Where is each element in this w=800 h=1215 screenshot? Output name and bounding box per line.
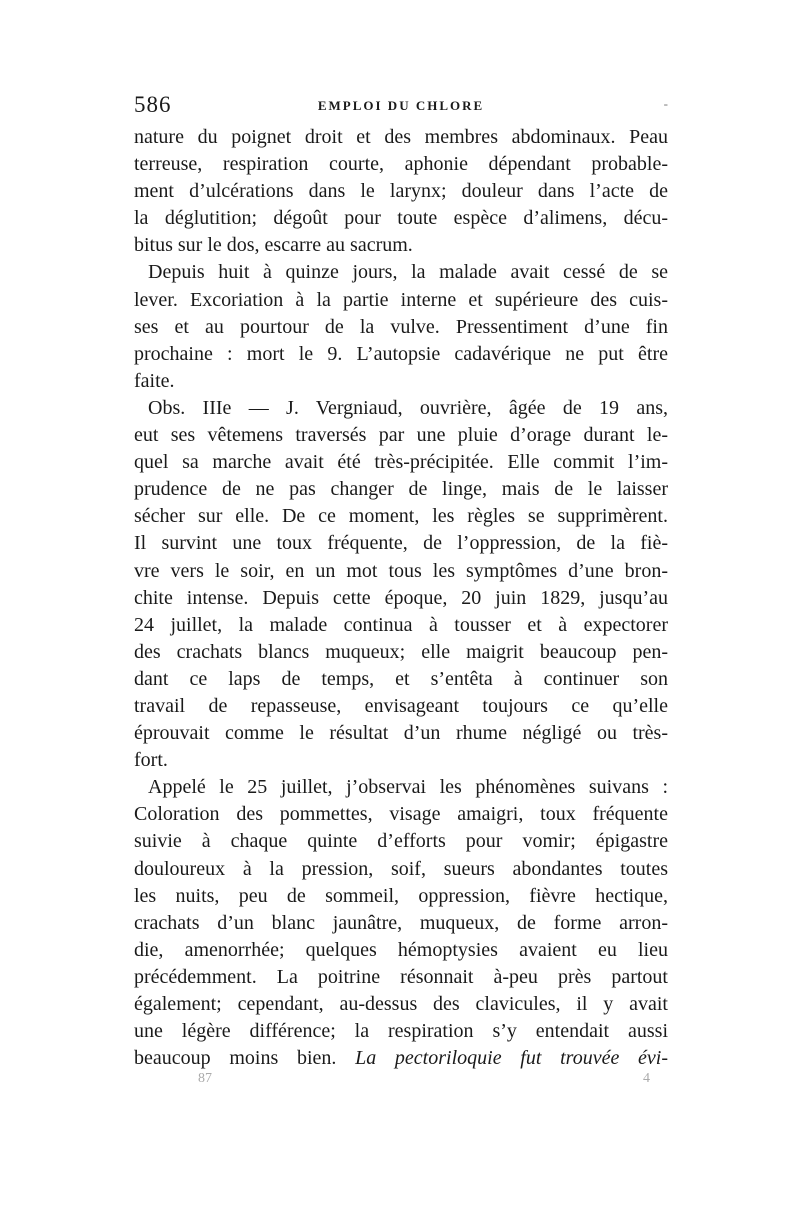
text-line: Depuis huit à quinze jours, la malade avait cessé de se	[148, 261, 668, 284]
text-line: dant ce laps de temps, et s’entêta à continuer son	[134, 667, 668, 690]
text-line: sécher sur elle. De ce moment, les règles se supprimèrent.	[134, 505, 668, 528]
header-mark: -	[663, 96, 668, 111]
text-line: travail de repasseuse, envisageant toujours ce qu’elle	[134, 694, 668, 717]
text-line: les nuits, peu de sommeil, oppression, fièvre hectique,	[134, 884, 668, 907]
text-line: une légère différence; la respiration s’y entendait aussi	[134, 1020, 668, 1043]
page-number: 586	[134, 92, 172, 117]
text-line: crachats d’un blanc jaunâtre, muqueux, de forme arron-	[134, 911, 668, 934]
body-text	[134, 124, 668, 1072]
text-line: douloureux à la pression, soif, sueurs abondantes toutes	[134, 857, 668, 880]
text-line: Il survint une toux fréquente, de l’oppression, de la fiè-	[134, 532, 668, 555]
text-line: terreuse, respiration courte, aphonie dépendant probable-	[134, 153, 668, 176]
footer-mark-left: 87	[198, 1071, 212, 1086]
text-line: ses et au pourtour de la vulve. Pressentiment d’une fin	[134, 315, 668, 338]
text-line: précédemment. La poitrine résonnait à-peu près partout	[134, 965, 668, 988]
text-line: quel sa marche avait été très-précipitée. Elle commit l’im-	[134, 451, 668, 474]
text-line: die, amenorrhée; quelques hémoptysies avaient eu lieu	[134, 938, 668, 961]
text-line: éprouvait comme le résultat d’un rhume négligé ou très-	[134, 722, 668, 745]
text-line: fort.	[134, 749, 168, 772]
text-line: ment d’ulcérations dans le larynx; douleur dans l’acte de	[134, 180, 668, 203]
page-footer	[134, 1071, 668, 1091]
text-line: lever. Excoriation à la partie interne et supérieure des cuis-	[134, 288, 668, 311]
text-run-normal: beaucoup moins bien.	[134, 1047, 356, 1070]
text-line: eut ses vêtemens traversés par une pluie d’orage durant le-	[134, 424, 668, 447]
running-head: EMPLOI DU CHLORE	[317, 98, 485, 113]
text-line: bitus sur le dos, escarre au sacrum.	[134, 234, 413, 257]
text-line: prudence de ne pas changer de linge, mais de le laisser	[134, 478, 668, 501]
page-header	[134, 92, 668, 122]
text-line: Appelé le 25 juillet, j’observai les phénomènes suivans :	[148, 776, 668, 799]
text-line: vre vers le soir, en un mot tous les symptômes d’une bron-	[134, 559, 668, 582]
text-line: suivie à chaque quinte d’efforts pour vomir; épigastre	[134, 830, 668, 853]
text-run-italic: La pectoriloquie fut trouvée évi-	[355, 1047, 669, 1070]
text-line: 24 juillet, la malade continua à tousser et à expectorer	[134, 613, 668, 636]
text-line: Obs. IIIe — J. Vergniaud, ouvrière, âgée de 19 ans,	[148, 396, 668, 419]
text-line: des crachats blancs muqueux; elle maigrit beaucoup pen-	[134, 640, 668, 663]
text-line: faite.	[134, 369, 175, 392]
text-line: également; cependant, au-dessus des clavicules, il y avait	[134, 993, 668, 1015]
text-line: chite intense. Depuis cette époque, 20 juin 1829, jusqu’au	[134, 586, 668, 609]
footer-mark-right: 4	[643, 1071, 650, 1086]
text-line: nature du poignet droit et des membres abdominaux. Peau	[134, 126, 668, 148]
text-line: Coloration des pommettes, visage amaigri, toux fréquente	[134, 803, 668, 826]
text-line-final	[134, 1045, 668, 1072]
text-line: la déglutition; dégoût pour toute espèce d’alimens, décu-	[134, 207, 668, 230]
text-line: prochaine : mort le 9. L’autopsie cadavérique ne put être	[134, 342, 668, 365]
